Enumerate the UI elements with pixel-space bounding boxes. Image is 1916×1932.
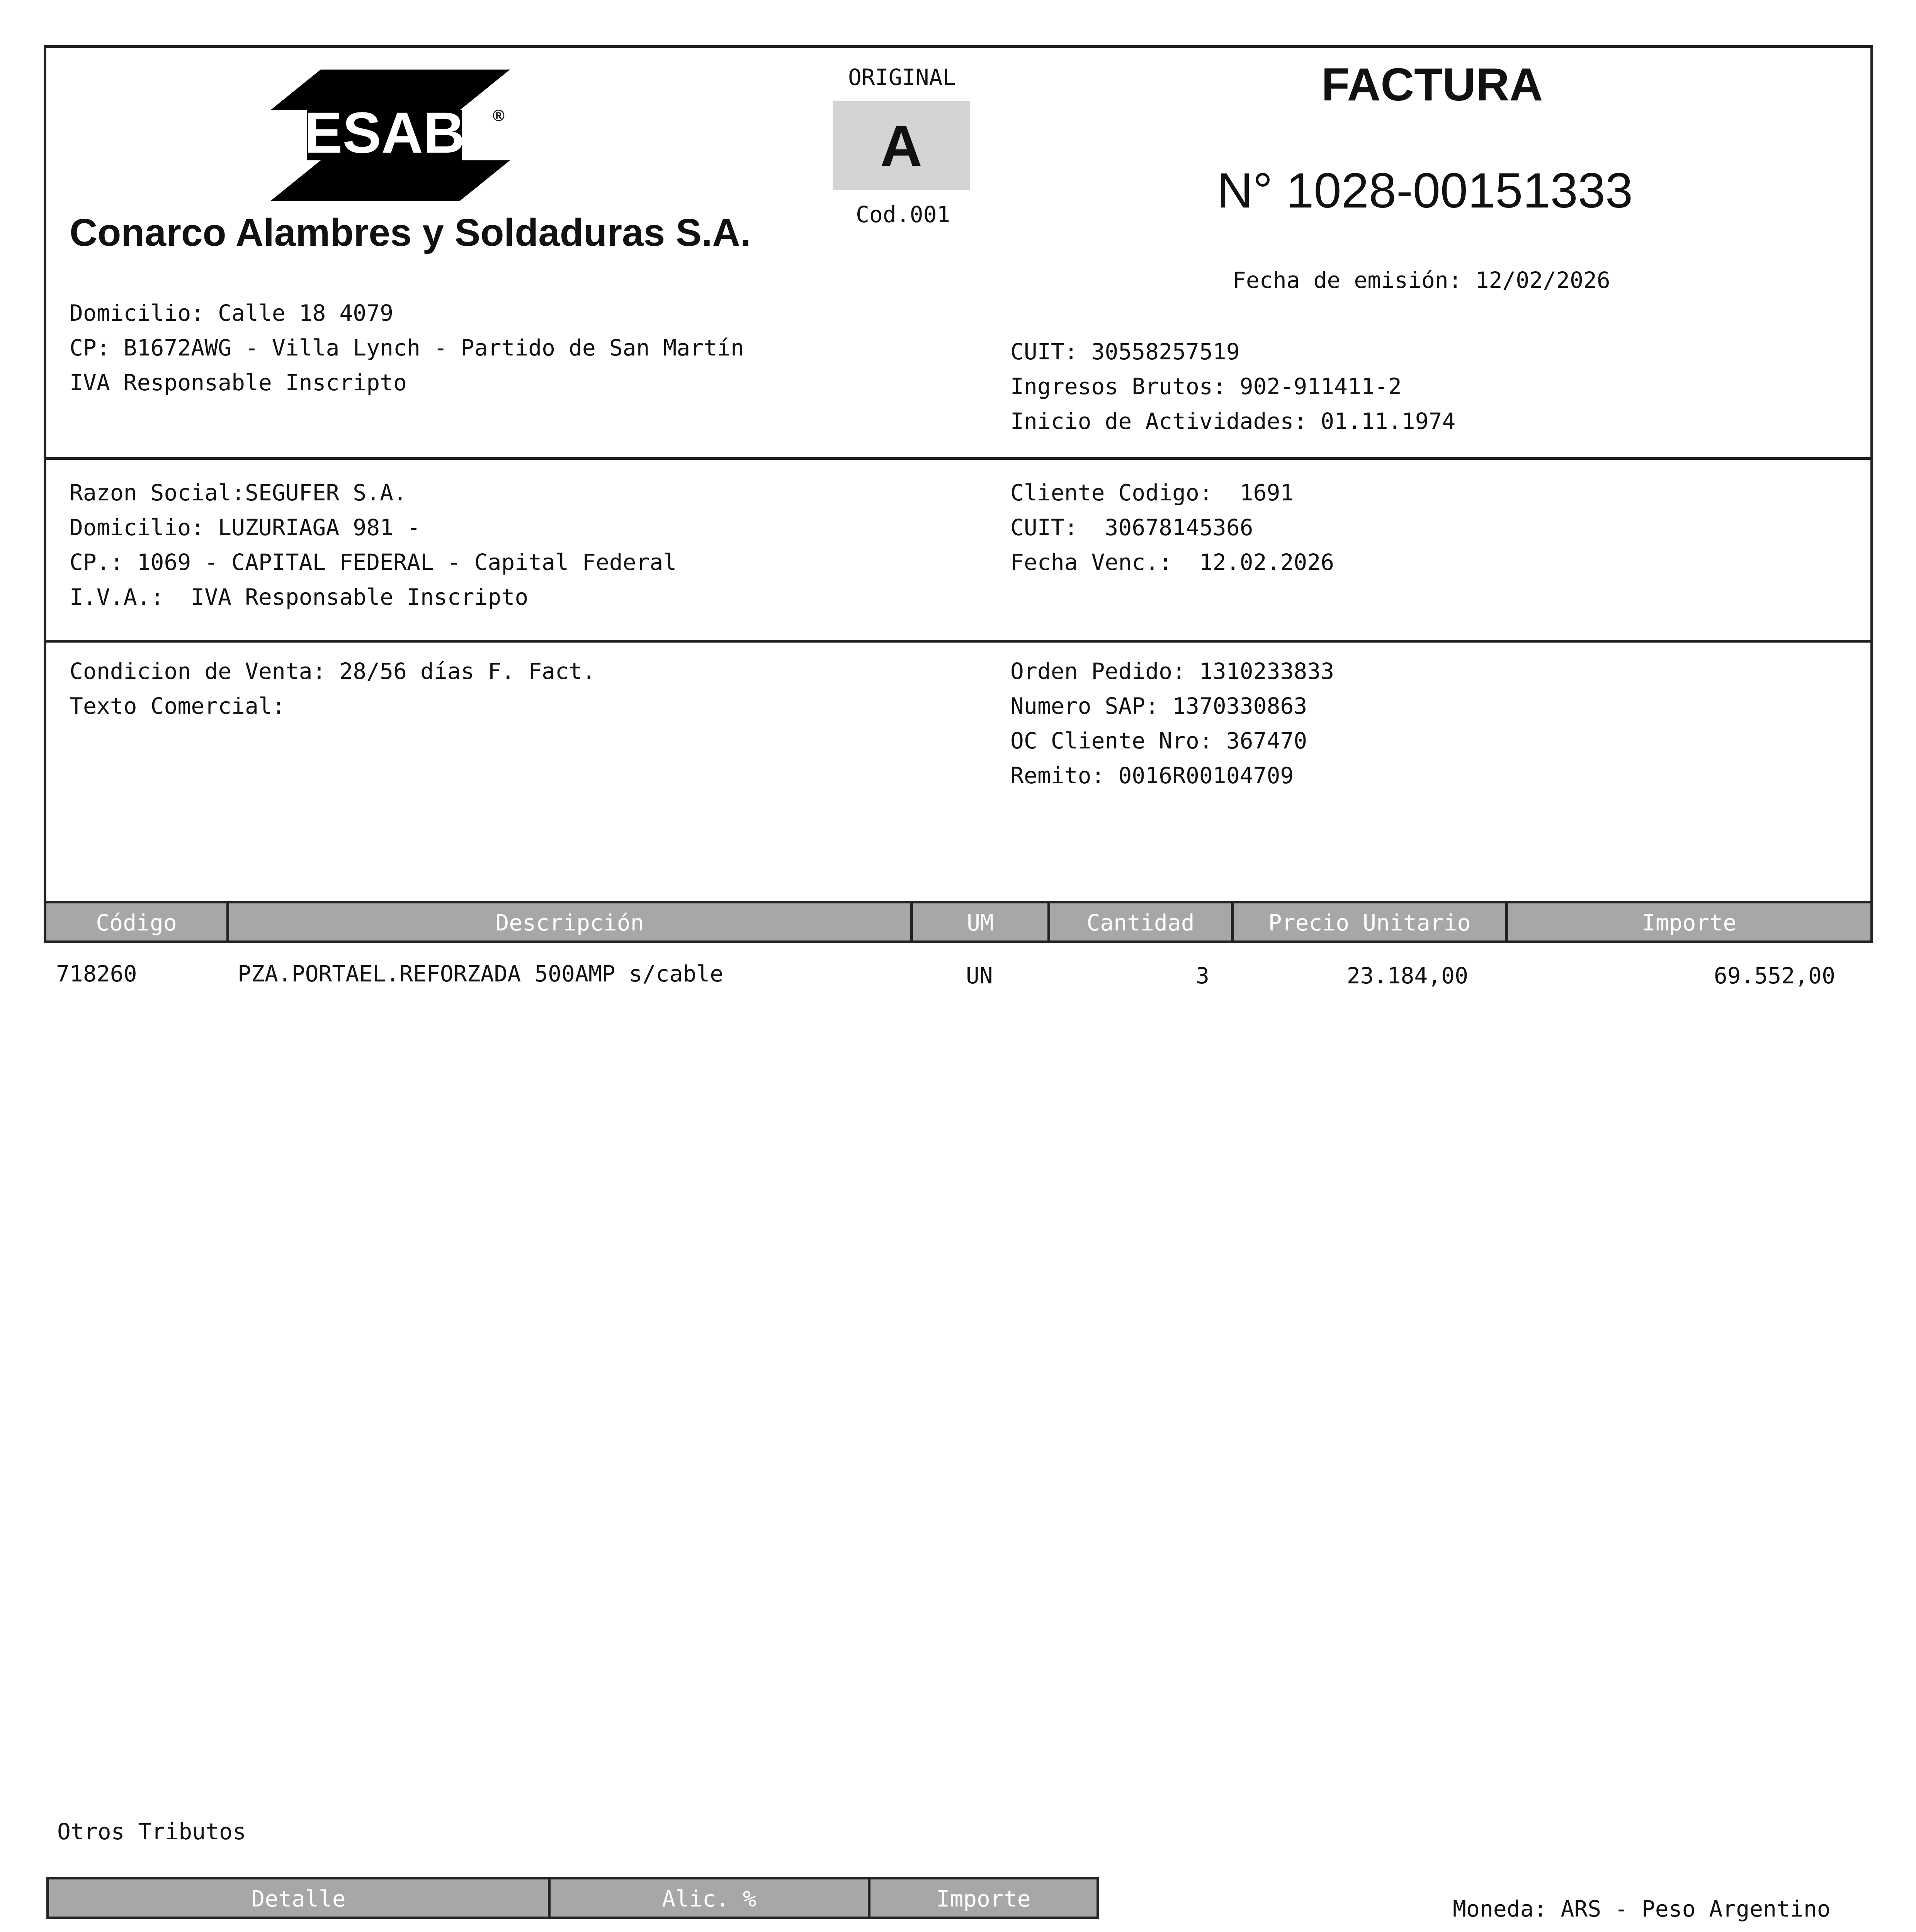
invoice-title: FACTURA — [1321, 59, 1543, 111]
issuer-tax-condition: IVA Responsable Inscripto — [70, 369, 407, 396]
otros-tributos-title: Otros Tributos — [57, 1818, 246, 1845]
customer-cuit: CUIT: 30678145366 — [1010, 514, 1253, 541]
customer-code: Cliente Codigo: 1691 — [1010, 480, 1294, 506]
col-header-precio-unitario: Precio Unitario — [1234, 901, 1508, 943]
customer-iva: I.V.A.: IVA Responsable Inscripto — [70, 584, 529, 610]
issuer-address-2: CP: B1672AWG - Villa Lynch - Partido de San Martín — [70, 335, 744, 361]
item-descripcion: PZA.PORTAEL.REFORZADA 500AMP s/cable — [238, 961, 724, 987]
currency: Moneda: ARS - Peso Argentino — [1453, 1896, 1831, 1922]
col-header-codigo: Código — [44, 901, 229, 943]
issuer-ingresos-brutos: Ingresos Brutos: 902-911411-2 — [1010, 373, 1402, 400]
doc-code: Cod.001 — [856, 201, 950, 228]
item-codigo: 718260 — [56, 961, 137, 987]
item-importe: 69.552,00 — [1714, 963, 1835, 989]
registered-mark: ® — [493, 106, 505, 124]
tributos-header-detalle: Detalle — [46, 1877, 551, 1919]
customer-razon-social: Razon Social:SEGUFER S.A. — [70, 480, 407, 506]
col-header-um: UM — [913, 901, 1050, 943]
sale-customer-po: OC Cliente Nro: 367470 — [1010, 728, 1307, 754]
sale-commercial-text: Texto Comercial: — [70, 693, 286, 719]
esab-logo — [270, 70, 510, 201]
item-cantidad: 3 — [1196, 963, 1209, 989]
esab-logo-mark — [270, 70, 510, 201]
logo-text: ESAB — [304, 100, 465, 165]
sale-remito: Remito: 0016R00104709 — [1010, 762, 1294, 789]
doc-letter: A — [880, 113, 922, 178]
issuer-cuit: CUIT: 30558257519 — [1010, 338, 1240, 365]
col-header-descripcion: Descripción — [229, 901, 913, 943]
doc-letter-box — [833, 101, 970, 190]
invoice-number: N° 1028-00151333 — [1217, 163, 1633, 218]
item-um: UN — [966, 963, 993, 989]
issuer-inicio-actividades: Inicio de Actividades: 01.11.1974 — [1010, 408, 1456, 434]
company-name: Conarco Alambres y Soldaduras S.A. — [70, 211, 751, 254]
tributos-header-alic: Alic. % — [551, 1877, 870, 1919]
copy-label: ORIGINAL — [848, 64, 956, 90]
col-header-cantidad: Cantidad — [1050, 901, 1234, 943]
sale-order: Orden Pedido: 1310233833 — [1010, 658, 1335, 684]
issue-date: Fecha de emisión: 12/02/2026 — [1233, 267, 1610, 293]
sale-sap-number: Numero SAP: 1370330863 — [1010, 693, 1307, 719]
sale-condition: Condicion de Venta: 28/56 días F. Fact. — [70, 658, 596, 684]
total-value-subtotal — [1661, 1930, 1851, 1932]
customer-cp: CP.: 1069 - CAPITAL FEDERAL - Capital Federal — [70, 549, 677, 575]
col-header-importe: Importe — [1508, 901, 1873, 943]
total-label-subtotal — [1275, 1930, 1538, 1932]
tributos-header-importe: Importe — [870, 1877, 1099, 1919]
customer-due-date: Fecha Venc.: 12.02.2026 — [1010, 549, 1335, 575]
tributo-detalle — [62, 1930, 264, 1932]
issuer-address-1: Domicilio: Calle 18 4079 — [70, 300, 394, 326]
item-precio-unitario: 23.184,00 — [1346, 963, 1468, 989]
customer-domicilio: Domicilio: LUZURIAGA 981 - — [70, 514, 420, 541]
